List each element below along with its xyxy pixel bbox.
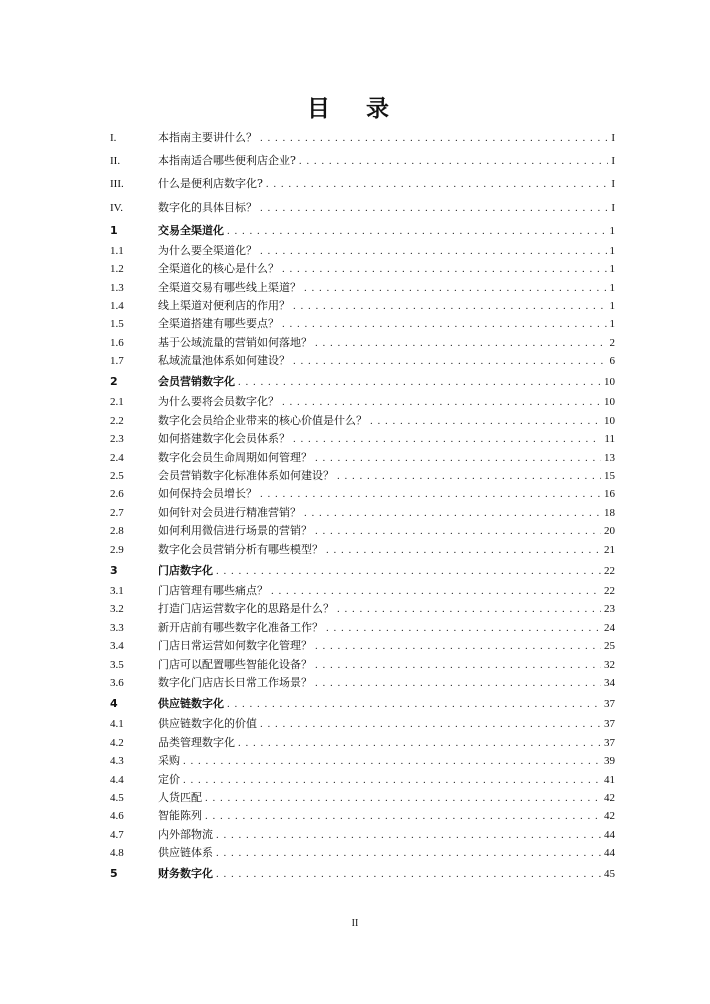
toc-leader-dots (205, 807, 601, 825)
toc-entry-number: 1.7 (110, 355, 124, 368)
toc-entry-title: 全渠道化的核心是什么？ (158, 262, 279, 276)
toc-leader-dots (260, 242, 607, 260)
toc-leader-dots (315, 674, 601, 692)
toc-chapter-entry[interactable] (110, 559, 615, 582)
toc-leader-dots (260, 485, 601, 503)
toc-entry-number: 3.5 (110, 658, 124, 671)
toc-entry-number: 1 (110, 223, 118, 237)
toc-leader-dots (293, 352, 607, 370)
toc-entry-title: 人货匹配 (158, 790, 202, 804)
toc-entry-number: 2.5 (110, 470, 124, 483)
toc-leader-dots (260, 197, 608, 220)
toc-entry[interactable] (110, 297, 615, 315)
toc-entry-title: 智能陈列 (158, 809, 202, 823)
toc-entry-title: 为什么要将会员数字化？ (158, 395, 279, 409)
toc-entry-title: 数字化的具体目标？ (158, 200, 257, 214)
toc-entry[interactable] (110, 279, 615, 297)
toc-entry-page: 37 (604, 698, 615, 711)
toc-entry-number: 2.6 (110, 488, 124, 501)
toc-leader-dots (315, 334, 607, 352)
toc-entry-page: 1 (609, 281, 615, 294)
toc-entry[interactable] (110, 844, 615, 862)
toc-entry-number: III. (110, 178, 124, 191)
toc-entry-title: 会员营销数字化标准体系如何建设？ (158, 469, 334, 483)
toc-entry-number: 4.5 (110, 791, 124, 804)
toc-entry-page: 32 (604, 658, 615, 671)
toc-entry-page: 13 (604, 451, 615, 464)
toc-entry-title: 门店可以配置哪些智能化设备？ (158, 657, 312, 671)
toc-entry-page: 2 (609, 336, 615, 349)
toc-entry[interactable] (110, 315, 615, 333)
toc-entry-title: 品类管理数字化 (158, 735, 235, 749)
toc-entry[interactable] (110, 582, 615, 600)
toc-entry[interactable] (110, 172, 615, 195)
toc-entry-number: 2 (110, 375, 118, 389)
toc-leader-dots (282, 315, 607, 333)
toc-entry-page: I (611, 201, 615, 214)
toc-leader-dots (216, 863, 601, 886)
toc-entry-page: 11 (604, 433, 615, 446)
toc-entry-number: IV. (110, 201, 123, 214)
toc-entry-page: 45 (604, 868, 615, 881)
toc-entry-page: I (611, 132, 615, 144)
toc-entry-page: 18 (604, 506, 615, 519)
toc-entry-page: 1 (609, 224, 615, 237)
toc-entry-title: 财务数字化 (158, 867, 213, 881)
toc-entry[interactable] (110, 541, 615, 559)
toc-entry[interactable] (110, 771, 615, 789)
toc-entry-page: 44 (604, 828, 615, 841)
toc-entry-title: 交易全渠道化 (158, 223, 224, 237)
toc-entry-title: 内外部物流 (158, 827, 213, 841)
toc-leader-dots (282, 393, 601, 411)
toc-leader-dots (238, 371, 601, 394)
toc-entry-number: 4.3 (110, 755, 124, 768)
toc-leader-dots (315, 656, 601, 674)
toc-entry-number: 3.4 (110, 640, 124, 653)
toc-leader-dots (293, 297, 607, 315)
toc-leader-dots (370, 412, 601, 430)
toc-entry-title: 私域流量池体系如何建设？ (158, 354, 290, 368)
toc-leader-dots (293, 430, 601, 448)
toc-entry-title: 全渠道交易有哪些线上渠道？ (158, 280, 301, 294)
toc-entry-number: 3.6 (110, 676, 124, 689)
toc-entry[interactable] (110, 752, 615, 770)
toc-entry-number: 2.2 (110, 414, 124, 427)
toc-entry-title: 门店管理有哪些痛点？ (158, 584, 268, 597)
toc-entry-page: 16 (604, 488, 615, 501)
toc-leader-dots (315, 522, 601, 540)
toc-entry-page: 15 (604, 470, 615, 483)
toc-entry-page: 39 (604, 755, 615, 768)
toc-entry[interactable] (110, 656, 615, 674)
toc-chapter-entry[interactable] (110, 370, 615, 393)
toc-chapter-entry[interactable] (110, 862, 615, 885)
toc-entry[interactable] (110, 242, 615, 260)
toc-entry-number: 3.1 (110, 585, 124, 597)
toc-entry-page: 44 (604, 847, 615, 860)
toc-entry-page: 1 (609, 263, 615, 276)
toc-entry-number: 1.1 (110, 244, 124, 257)
toc-entry-title: 本指南主要讲什么？ (158, 131, 257, 144)
table-of-contents (110, 126, 615, 885)
toc-entry[interactable] (110, 467, 615, 485)
toc-entry-title: 如何保持会员增长？ (158, 487, 257, 501)
page-number-footer: II (351, 918, 359, 929)
toc-entry[interactable] (110, 149, 615, 172)
toc-entry-number: 2.7 (110, 506, 124, 519)
toc-leader-dots (337, 600, 601, 618)
toc-entry-page: 23 (604, 603, 615, 616)
toc-leader-dots (227, 693, 601, 716)
toc-entry-number: 1.5 (110, 318, 124, 331)
toc-entry[interactable] (110, 600, 615, 618)
toc-entry-title: 数字化会员给企业带来的核心价值是什么？ (158, 413, 367, 427)
toc-entry-number: 3.2 (110, 603, 124, 616)
toc-leader-dots (326, 619, 601, 637)
toc-leader-dots (260, 127, 608, 150)
toc-entry[interactable] (110, 126, 615, 149)
toc-entry[interactable] (110, 449, 615, 467)
toc-leader-dots (315, 637, 601, 655)
toc-entry-page: 10 (604, 414, 615, 427)
toc-entry[interactable] (110, 715, 615, 733)
toc-entry-page: 21 (604, 543, 615, 556)
toc-entry-page: 1 (609, 299, 615, 312)
toc-entry-number: 1.3 (110, 281, 124, 294)
toc-entry-page: I (611, 178, 615, 191)
toc-entry-page: 25 (604, 640, 615, 653)
toc-entry-number: 4.2 (110, 736, 124, 749)
toc-entry-title: 打造门店运营数字化的思路是什么？ (158, 602, 334, 616)
toc-entry-number: 4.6 (110, 810, 124, 823)
toc-entry-number: I. (110, 132, 117, 144)
toc-entry-number: 4.7 (110, 828, 124, 841)
toc-entry[interactable] (110, 196, 615, 219)
toc-entry-page: 41 (604, 773, 615, 786)
toc-entry[interactable] (110, 789, 615, 807)
toc-leader-dots (337, 467, 601, 485)
toc-entry-title: 什么是便利店数字化? (158, 177, 263, 191)
toc-entry[interactable] (110, 430, 615, 448)
toc-entry[interactable] (110, 334, 615, 352)
toc-entry[interactable] (110, 260, 615, 278)
toc-entry[interactable] (110, 807, 615, 825)
toc-entry-title: 供应链体系 (158, 846, 213, 860)
toc-entry-number: 1.6 (110, 336, 124, 349)
toc-entry-title: 全渠道搭建有哪些要点？ (158, 317, 279, 331)
toc-entry-page: 6 (609, 355, 615, 368)
toc-entry[interactable] (110, 522, 615, 540)
toc-leader-dots (227, 220, 607, 243)
toc-entry-page: 42 (604, 810, 615, 823)
toc-entry-title: 新开店前有哪些数字化准备工作？ (158, 620, 323, 634)
toc-leader-dots (238, 734, 601, 752)
toc-entry-title: 数字化会员生命周期如何管理？ (158, 450, 312, 464)
toc-entry-number: 3 (110, 564, 118, 577)
toc-leader-dots (183, 752, 601, 770)
toc-entry-page: 22 (604, 565, 615, 577)
toc-entry-page: 22 (604, 585, 615, 597)
toc-entry-number: 4.4 (110, 773, 124, 786)
toc-entry[interactable] (110, 485, 615, 503)
toc-leader-dots (205, 789, 601, 807)
toc-entry-title: 数字化门店店长日常工作场景？ (158, 675, 312, 689)
toc-leader-dots (260, 715, 601, 733)
toc-entry[interactable] (110, 734, 615, 752)
toc-entry-title: 为什么要全渠道化？ (158, 243, 257, 257)
toc-entry[interactable] (110, 352, 615, 370)
toc-leader-dots (326, 541, 601, 559)
toc-entry-title: 如何针对会员进行精准营销？ (158, 505, 301, 519)
toc-entry-page: 37 (604, 718, 615, 731)
toc-entry-number: 3.3 (110, 621, 124, 634)
toc-entry-page: 1 (609, 244, 615, 257)
page-title: 目 录 (306, 96, 403, 122)
toc-leader-dots (216, 560, 601, 583)
toc-entry[interactable] (110, 637, 615, 655)
toc-leader-dots (282, 260, 607, 278)
toc-entry-page: 1 (609, 318, 615, 331)
toc-entry[interactable] (110, 674, 615, 692)
toc-entry-number: 2.8 (110, 525, 124, 538)
toc-entry[interactable] (110, 412, 615, 430)
toc-leader-dots (304, 279, 607, 297)
toc-entry-number: 4 (110, 697, 118, 711)
toc-entry-title: 门店日常运营如何数字化管理？ (158, 639, 312, 653)
toc-entry-title: 如何搭建数字化会员体系？ (158, 432, 290, 446)
toc-entry-number: 2.3 (110, 433, 124, 446)
toc-entry-title: 如何利用微信进行场景的营销？ (158, 524, 312, 538)
toc-entry-title: 本指南适合哪些便利店企业? (158, 154, 296, 168)
toc-entry-number: 2.1 (110, 396, 124, 409)
toc-entry-page: 10 (604, 396, 615, 409)
toc-entry-page: 24 (604, 621, 615, 634)
toc-entry-page: 42 (604, 791, 615, 804)
toc-entry-page: 34 (604, 676, 615, 689)
toc-leader-dots (216, 826, 601, 844)
toc-leader-dots (183, 771, 601, 789)
toc-chapter-entry[interactable] (110, 692, 615, 715)
toc-entry-number: II. (110, 155, 121, 168)
toc-entry-title: 供应链数字化 (158, 697, 224, 711)
toc-entry-page: 20 (604, 525, 615, 538)
toc-entry[interactable] (110, 826, 615, 844)
toc-leader-dots (299, 150, 608, 173)
toc-entry-number: 2.4 (110, 451, 124, 464)
toc-entry-title: 基于公域流量的营销如何落地？ (158, 335, 312, 349)
toc-entry-title: 门店数字化 (158, 564, 213, 577)
toc-entry[interactable] (110, 619, 615, 637)
toc-entry-title: 线上渠道对便利店的作用？ (158, 298, 290, 312)
toc-chapter-entry[interactable] (110, 219, 615, 242)
toc-entry-number: 4.1 (110, 718, 124, 731)
toc-entry-title: 采购 (158, 754, 180, 768)
toc-entry-number: 1.2 (110, 263, 124, 276)
toc-leader-dots (271, 582, 601, 600)
toc-entry-page: I (611, 155, 615, 168)
toc-leader-dots (315, 449, 601, 467)
toc-entry-title: 定价 (158, 772, 180, 786)
toc-leader-dots (216, 844, 601, 862)
toc-entry[interactable] (110, 393, 615, 411)
toc-entry-title: 会员营销数字化 (158, 375, 235, 389)
toc-entry[interactable] (110, 504, 615, 522)
toc-entry-number: 2.9 (110, 543, 124, 556)
toc-entry-title: 数字化会员营销分析有哪些模型？ (158, 542, 323, 556)
toc-entry-number: 1.4 (110, 299, 124, 312)
toc-leader-dots (304, 504, 601, 522)
toc-leader-dots (266, 173, 608, 196)
toc-entry-page: 37 (604, 736, 615, 749)
toc-entry-number: 5 (110, 867, 118, 881)
toc-entry-number: 4.8 (110, 847, 124, 860)
toc-entry-title: 供应链数字化的价值 (158, 717, 257, 731)
toc-entry-page: 10 (604, 376, 615, 389)
